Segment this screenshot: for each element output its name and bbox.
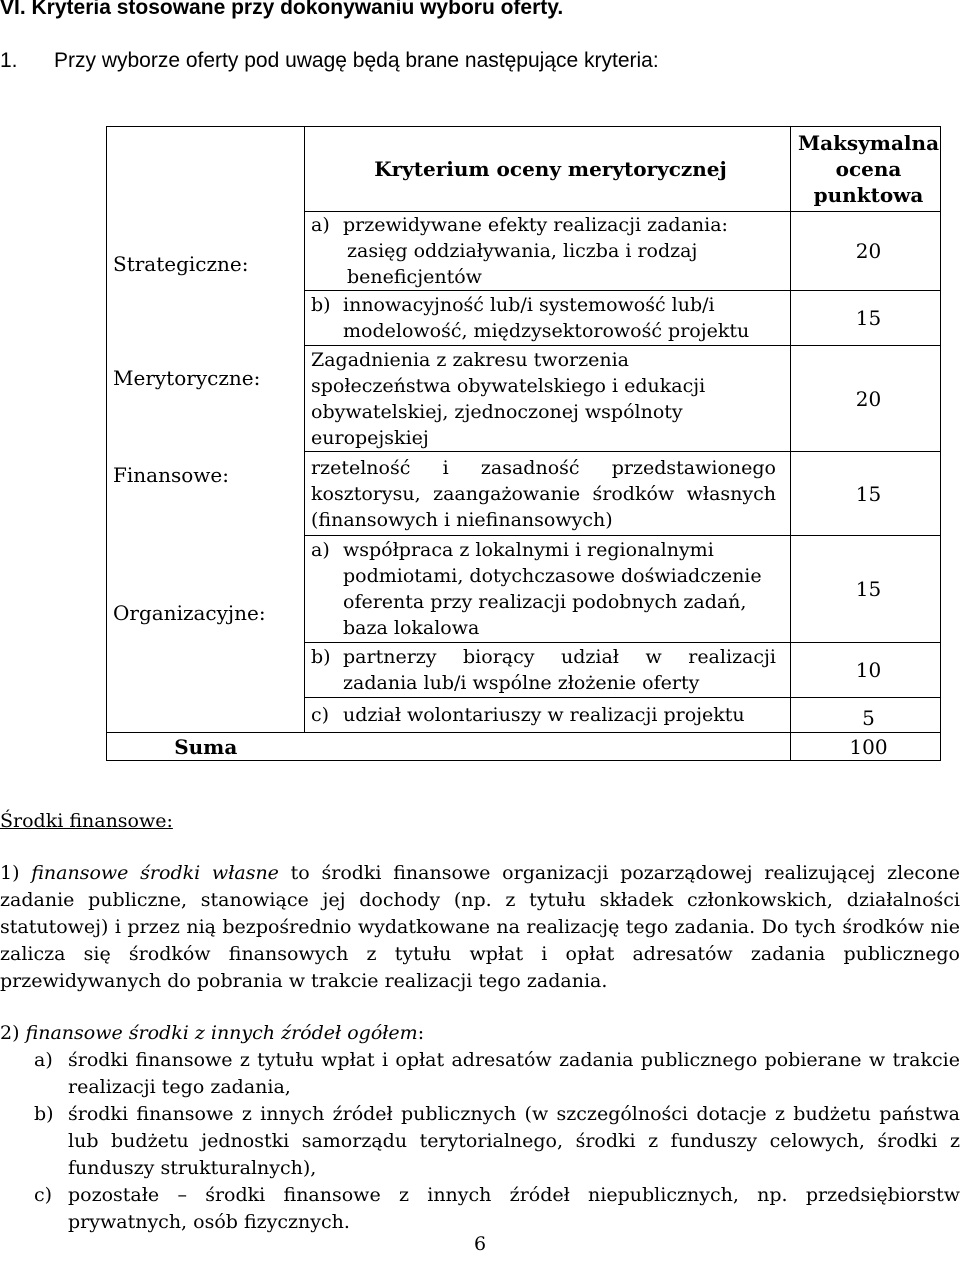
list-item [0, 1101, 960, 1182]
criterion-marker: c) [311, 704, 330, 726]
criterion-line: partnerzy biorący udział w realizacji [343, 646, 776, 668]
score-header-line: Maksymalna [797, 131, 940, 155]
score-header [791, 127, 941, 212]
criterion-line: kosztorysu, zaangażowanie środków własnych [311, 482, 776, 505]
criterion-line: oferenta przy realizacji podobnych zadań, [343, 591, 747, 613]
criterion-line: modelowość, międzysektorowość projektu [343, 320, 750, 342]
criterion-cell [305, 452, 791, 536]
sum-label: Suma [107, 733, 305, 761]
intro-text: Przy wyborze oferty pod uwagę będą brane następujące kryteria: [54, 49, 659, 72]
item-text: środki finansowe z innych źródeł publicznych (w szczególności dotacje z budżetu państwa lub budżetu jednostki samorządu terytorialnego, środki z funduszy celowych, środki z funduszy strukturalnych), [68, 1103, 960, 1179]
criterion-cell [305, 291, 791, 346]
score-header-line: ocena [835, 157, 902, 181]
intro-number: 1. [0, 49, 18, 72]
criterion-line: baza lokalowa [343, 617, 480, 639]
table-header-row [107, 127, 941, 212]
category-financial: Finansowe: [107, 452, 305, 536]
p2-prefix: 2) [0, 1022, 26, 1044]
criterion-line: społeczeństwa obywatelskiego i edukacji [311, 374, 706, 397]
criterion-line: udział wolontariuszy w realizacji projektu [343, 704, 745, 726]
p2-heading [0, 1020, 960, 1047]
criterion-line: beneficjentów [347, 266, 482, 288]
criteria-header: Kryterium oceny merytorycznej [305, 127, 791, 212]
score-cell: 15 [791, 452, 941, 536]
list-item [0, 1047, 960, 1101]
table-row [107, 346, 941, 452]
item-text: środki finansowe z tytułu wpłat i opłat adresatów zadania publicznego pobierane w trakcie realizacji tego zadania, [68, 1049, 960, 1098]
criterion-cell [305, 346, 791, 452]
p2-suffix: : [417, 1022, 425, 1044]
score-cell: 15 [791, 291, 941, 346]
p1-term: finansowe środki własne [31, 862, 279, 884]
criterion-line: rzetelność i zasadność przedstawionego [311, 456, 776, 479]
section-heading: VI. Kryteria stosowane przy dokonywaniu wyboru oferty. [0, 0, 564, 19]
criterion-cell [305, 643, 791, 698]
funds-paragraph-2 [0, 1020, 960, 1236]
funds-paragraph-1 [0, 860, 960, 995]
criterion-cell [305, 212, 791, 291]
criterion-line: (finansowych i niefinansowych) [311, 508, 613, 531]
criterion-line: podmiotami, dotychczasowe doświadczenie [343, 565, 762, 587]
criterion-marker: a) [311, 539, 330, 561]
intro-paragraph [0, 49, 659, 73]
item-marker: a) [34, 1049, 53, 1071]
p2-term: finansowe środki z innych źródeł ogółem [25, 1022, 418, 1044]
criterion-line: europejskiej [311, 426, 429, 449]
criterion-line: zadania lub/i wspólne złożenie oferty [343, 672, 700, 694]
score-cell: 15 [791, 536, 941, 643]
funds-title: Środki finansowe: [0, 810, 173, 832]
category-cell-empty [107, 127, 305, 212]
table-row [107, 212, 941, 291]
category-merit: Merytoryczne: [107, 346, 305, 452]
score-cell: 5 [791, 698, 941, 733]
item-marker: b) [34, 1103, 54, 1125]
item-text: pozostałe – środki finansowe z innych źródeł niepublicznych, np. przedsiębiorstw prywatnych, osób fizycznych. [68, 1184, 960, 1233]
criterion-marker: a) [311, 214, 330, 236]
criterion-line: przewidywane efekty realizacji zadania: [343, 214, 728, 236]
criterion-cell [305, 698, 791, 733]
criterion-line: innowacyjność lub/i systemowość lub/i [343, 294, 715, 316]
sum-row [107, 733, 941, 761]
score-cell: 10 [791, 643, 941, 698]
list-item [0, 1182, 960, 1236]
criterion-marker: b) [311, 294, 331, 316]
item-marker: c) [34, 1184, 53, 1206]
criterion-line: Zagadnienia z zakresu tworzenia [311, 348, 629, 371]
score-header-line: punktowa [813, 183, 924, 207]
score-cell: 20 [791, 212, 941, 291]
category-strategic: Strategiczne: [107, 212, 305, 346]
table-row [107, 536, 941, 643]
criterion-cell [305, 536, 791, 643]
table-row [107, 452, 941, 536]
score-cell: 20 [791, 346, 941, 452]
category-organizational: Organizacyjne: [107, 536, 305, 733]
criterion-line: zasięg oddziaływania, liczba i rodzaj [347, 240, 698, 262]
p1-text: to środki finansowe organizacji pozarządowej realizującej zlecone zadanie publiczne, stanowiące jej dochody (np. z tytułu składek członkowskich, działalności statutowej) i przez nią bezpośrednio wydatkowane na realizację tego zadania. Do tych środków nie zalicza się środków finansowych z tytułu wpłat i opłat adresatów zadania publicznego przewidywanych do pobrania w trakcie realizacji tego zadania. [0, 862, 960, 992]
page-number: 6 [473, 1233, 487, 1255]
p1-prefix: 1) [0, 862, 32, 884]
criterion-line: współpraca z lokalnymi i regionalnymi [343, 539, 714, 561]
sum-value: 100 [791, 733, 941, 761]
criterion-marker: b) [311, 646, 331, 668]
criterion-line: obywatelskiej, zjednoczonej wspólnoty [311, 400, 683, 423]
sum-empty-cell [305, 733, 791, 761]
criteria-table [106, 126, 941, 761]
